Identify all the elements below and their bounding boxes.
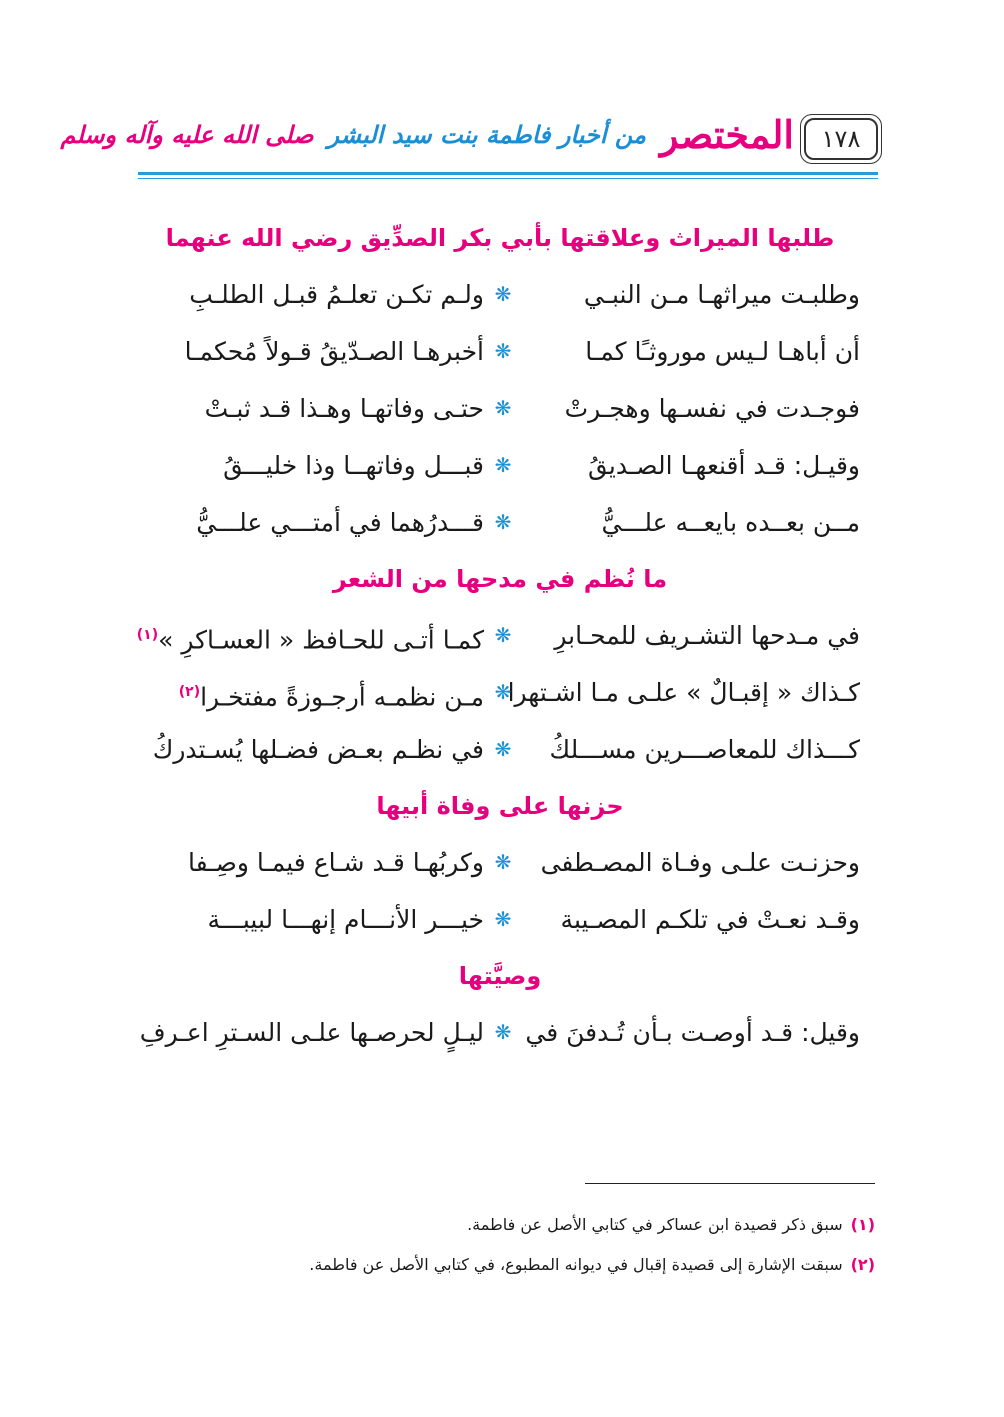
page-number: ١٧٨	[804, 118, 878, 160]
verse-separator-icon: ❋	[494, 396, 512, 420]
verse-separator-icon: ❋	[494, 453, 512, 477]
footnote-marker[interactable]: (٢)	[178, 684, 201, 700]
verse-second-hemistich: أخبرهـا الصـدّيقُ قـولاً مُحكمـا	[184, 337, 484, 366]
header-rule	[138, 172, 878, 175]
verse-first-hemistich: كـــذاك للمعاصـــرين مســـلكُ	[549, 735, 860, 764]
hemistich-text: مـن نظمـه أرجـوزةً مفتخـرا	[200, 682, 484, 712]
verse-separator-icon: ❋	[494, 737, 512, 761]
verse-second-hemistich: قبـــل وفاتهــا وذا خليـــقُ	[223, 451, 484, 480]
verse-line	[130, 834, 870, 891]
verse-line	[130, 664, 870, 721]
verse-separator-icon: ❋	[494, 680, 512, 704]
footnote	[130, 1245, 875, 1285]
verse-first-hemistich: كـذاك « إقبـالٌ » علـى مـا اشـتهرا	[507, 678, 860, 707]
verse-first-hemistich: فوجـدت في نفسـها وهجـرتْ	[564, 394, 860, 423]
verse-first-hemistich: مــن بعــده بايعــه علـــيُّ	[601, 508, 860, 537]
book-title	[60, 108, 794, 160]
verse-separator-icon: ❋	[494, 510, 512, 534]
verse-second-hemistich: وكربُهـا قـد شـاع فيمـا وصِـفا	[188, 848, 484, 877]
verse-second-hemistich: ليـلٍ لحرصـها علـى السـترِ اعـرفِ	[139, 1018, 484, 1047]
footnote-text: سبق ذكر قصيدة ابن عساكر في كتابي الأصل عن فاطمة.	[467, 1215, 843, 1234]
verse-line	[130, 494, 870, 551]
footnote-marker[interactable]: (١)	[136, 627, 159, 643]
verse-first-hemistich: وقـد نعـتْ في تلكـم المصـيبة	[560, 905, 860, 934]
verse-separator-icon: ❋	[494, 623, 512, 647]
verse-separator-icon: ❋	[494, 850, 512, 874]
verse-second-hemistich: في نظـم بعـض فضـلها يُسـتدركُ	[152, 735, 484, 764]
verse-line	[130, 1004, 870, 1061]
verse-line	[130, 721, 870, 778]
verse-second-hemistich	[136, 607, 484, 668]
book-title-main: المختصر	[659, 111, 794, 157]
verse-second-hemistich: ولـم تكـن تعلـمُ قبـل الطلـبِ	[189, 280, 484, 309]
footnote	[130, 1205, 875, 1245]
verse-separator-icon: ❋	[494, 907, 512, 931]
verse-first-hemistich: وطلبـت ميراثهـا مـن النبـي	[583, 280, 860, 309]
footnotes	[130, 1205, 875, 1285]
verse-first-hemistich: وقيـل: قـد أقنعهـا الصـديقُ	[588, 451, 860, 480]
footnote-number: (١)	[850, 1215, 875, 1234]
verse-first-hemistich: في مـدحها التشـريف للمحـابرِ	[554, 621, 860, 650]
book-title-sub: من أخبار فاطمة بنت سيد البشر	[327, 119, 646, 149]
verse-second-hemistich: خيـــر الأنـــام إنهـــا لبيبـــة	[207, 905, 484, 934]
book-title-salutation: صلى الله عليه وآله وسلم	[60, 119, 314, 149]
verse-first-hemistich: أن أباهـا لـيس موروثـًا كمـا	[585, 337, 860, 366]
verse-first-hemistich: وقيل: قـد أوصـت بـأن تُـدفنَ في	[525, 1018, 860, 1047]
verse-second-hemistich: حتـى وفاتهـا وهـذا قـد ثبـتْ	[204, 394, 484, 423]
footnote-divider	[585, 1183, 875, 1184]
verse-second-hemistich	[144, 664, 484, 725]
section-heading: وصيَّتها	[458, 962, 542, 990]
verse-first-hemistich: وحزنـت علـى وفـاة المصـطفى	[540, 848, 860, 877]
verse-line	[130, 891, 870, 948]
verse-line	[130, 380, 870, 437]
verse-second-hemistich: قـــدرُهما في أمتـــي علـــيُّ	[196, 508, 484, 537]
verse-separator-icon: ❋	[494, 282, 512, 306]
section-heading: حزنها على وفاة أبيها	[376, 792, 624, 820]
verse-line	[130, 266, 870, 323]
poem-content	[130, 210, 870, 1061]
header-rule-thin	[138, 178, 878, 179]
footnote-text: سبقت الإشارة إلى قصيدة إقبال في ديوانه المطبوع، في كتابي الأصل عن فاطمة.	[309, 1255, 843, 1274]
verse-line	[130, 323, 870, 380]
footnote-number: (٢)	[850, 1255, 875, 1274]
section-heading: طلبها الميراث وعلاقتها بأبي بكر الصدِّيق رضي الله عنهما	[165, 224, 835, 252]
verse-separator-icon: ❋	[494, 339, 512, 363]
verse-line	[130, 437, 870, 494]
page-header	[60, 100, 878, 170]
section-heading: ما نُظم في مدحها من الشعر	[332, 565, 668, 593]
verse-separator-icon: ❋	[494, 1020, 512, 1044]
hemistich-text: كمـا أتـى للحـافظ « العسـاكرِ »	[158, 625, 484, 655]
verse-line	[130, 607, 870, 664]
